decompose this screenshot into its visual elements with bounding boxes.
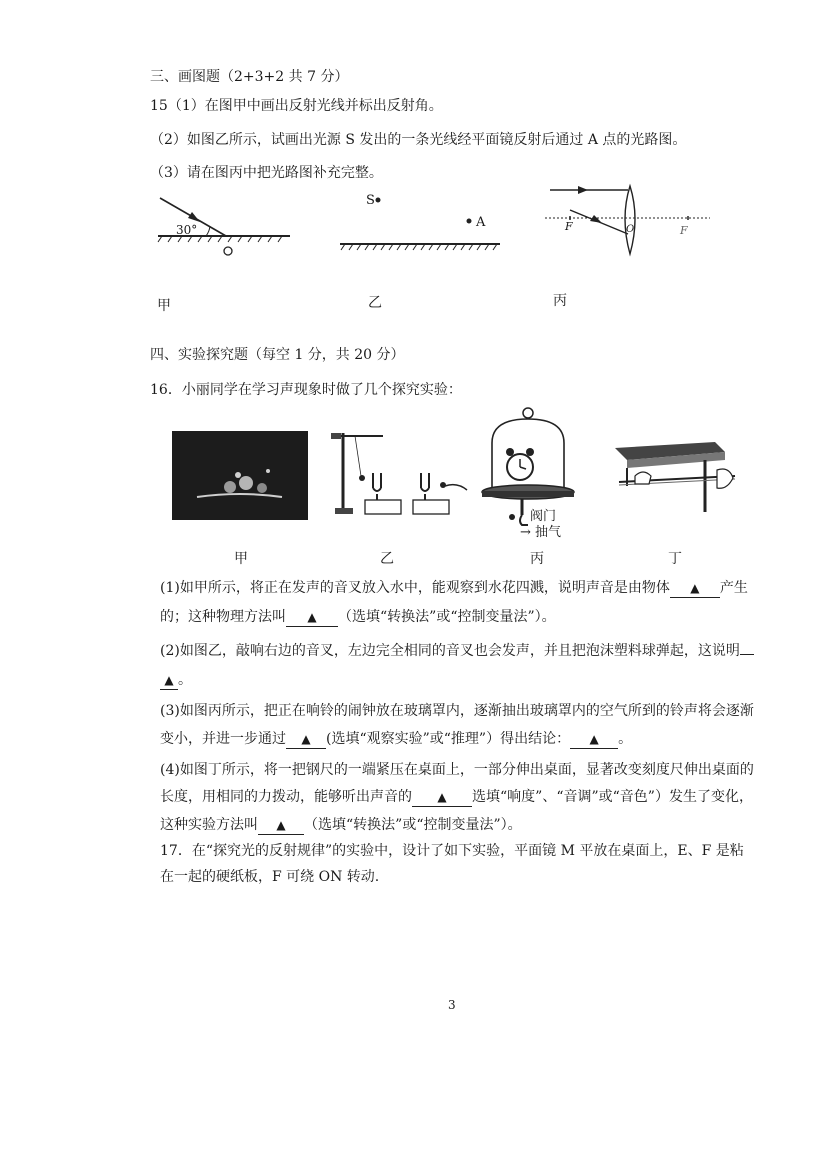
caption-yi: 乙 (368, 295, 382, 311)
convex-lens (625, 186, 635, 254)
question-16-3-line1: (3)如图丙所示，把正在响铃的闹钟放在玻璃罩内，逐渐抽出玻璃罩内的空气所到的铃声将会逐渐 (160, 703, 754, 719)
answer-blank[interactable]: ▲ (589, 732, 599, 746)
pump-label: → 抽气 (520, 525, 562, 540)
angle-label: 30° (176, 223, 198, 237)
drawing-two-tuning-forks (325, 428, 475, 523)
question-16-4-line2: 长度，用相同的力拨动，能够听出声音的 ▲ 选填“响度”、“音调”或“音色”）发生了变化， (160, 789, 753, 805)
caption-jia: 甲 (157, 298, 171, 314)
question-16-4-line1: (4)如图丁所示，将一把钢尺的一端紧压在桌面上，一部分伸出桌面，显著改变刻度尺伸出桌面的 (160, 762, 754, 778)
answer-blank[interactable]: ▲ (690, 581, 700, 595)
section4-heading: 四、实验探究题（每空 1 分，共 20 分） (150, 347, 405, 363)
page-number: 3 (448, 998, 456, 1012)
focus-right-label: F (680, 224, 688, 237)
answer-blank[interactable]: ▲ (164, 673, 174, 687)
caption-photo-ding: 丁 (668, 551, 682, 567)
question-16-2-line2: ▲ 。 (160, 671, 192, 690)
answer-blank[interactable]: ▲ (437, 790, 447, 804)
question-16-intro: 16．小丽同学在学习声现象时做了几个探究实验： (150, 382, 462, 398)
question-16-1-line1: (1)如甲所示，将正在发声的音叉放入水中，能观察到水花四溅，说明声音是由物体 ▲ 产生 (160, 580, 748, 596)
light-source-s (376, 198, 381, 203)
answer-blank[interactable]: ▲ (301, 732, 311, 746)
section3-heading: 三、画图题（2+3+2 共 7 分） (150, 69, 349, 85)
figure-jia-diagram (150, 188, 295, 263)
question-15-2: （2）如图乙所示，试画出光源 S 发出的一条光线经平面镜反射后通过 A 点的光路图。 (150, 132, 687, 148)
question-17-line2: 在一起的硬纸板，F 可绕 ON 转动. (160, 869, 380, 885)
valve-label: 阀门 (530, 509, 557, 524)
drawing-bell-jar-alarm-clock (478, 405, 578, 535)
question-16-1-line2: 的；这种物理方法叫 ▲ （选填“转换法”或“控制变量法”）。 (160, 609, 556, 625)
point-a-label: A (476, 215, 486, 230)
source-s-label: S (366, 193, 375, 208)
caption-photo-bing: 丙 (530, 551, 544, 567)
caption-photo-jia: 甲 (234, 551, 248, 567)
question-15-1: 15（1）在图甲中画出反射光线并标出反射角。 (150, 98, 443, 114)
answer-blank[interactable]: ▲ (307, 610, 317, 624)
question-17-line1: 17．在“探究光的反射规律”的实验中，设计了如下实验，平面镜 M 平放在桌面上，E、F 是粘 (160, 843, 744, 859)
question-16-4-line3: 这种实验方法叫 ▲ （选填“转换法”或“控制变量法”）。 (160, 817, 522, 833)
caption-photo-yi: 乙 (380, 551, 394, 567)
question-16-2-line1: (2)如图乙，敲响右边的音叉，左边完全相同的音叉也会发声，并且把泡沫塑料球弹起，这说明 (160, 642, 754, 660)
answer-blank[interactable]: ▲ (276, 818, 286, 832)
point-a (467, 219, 472, 224)
caption-bing: 丙 (553, 293, 567, 309)
drawing-ruler-on-table (605, 430, 745, 515)
photo-tuning-fork-in-water (172, 431, 308, 520)
optical-center-label: O (626, 224, 635, 235)
question-15-3: （3）请在图丙中把光路图补充完整。 (150, 165, 383, 181)
question-16-3-line2: 变小，并进一步通过 ▲ (选填“观察实验”或“推理”）得出结论： ▲ 。 (160, 731, 633, 747)
focus-left-label: F (565, 220, 573, 233)
